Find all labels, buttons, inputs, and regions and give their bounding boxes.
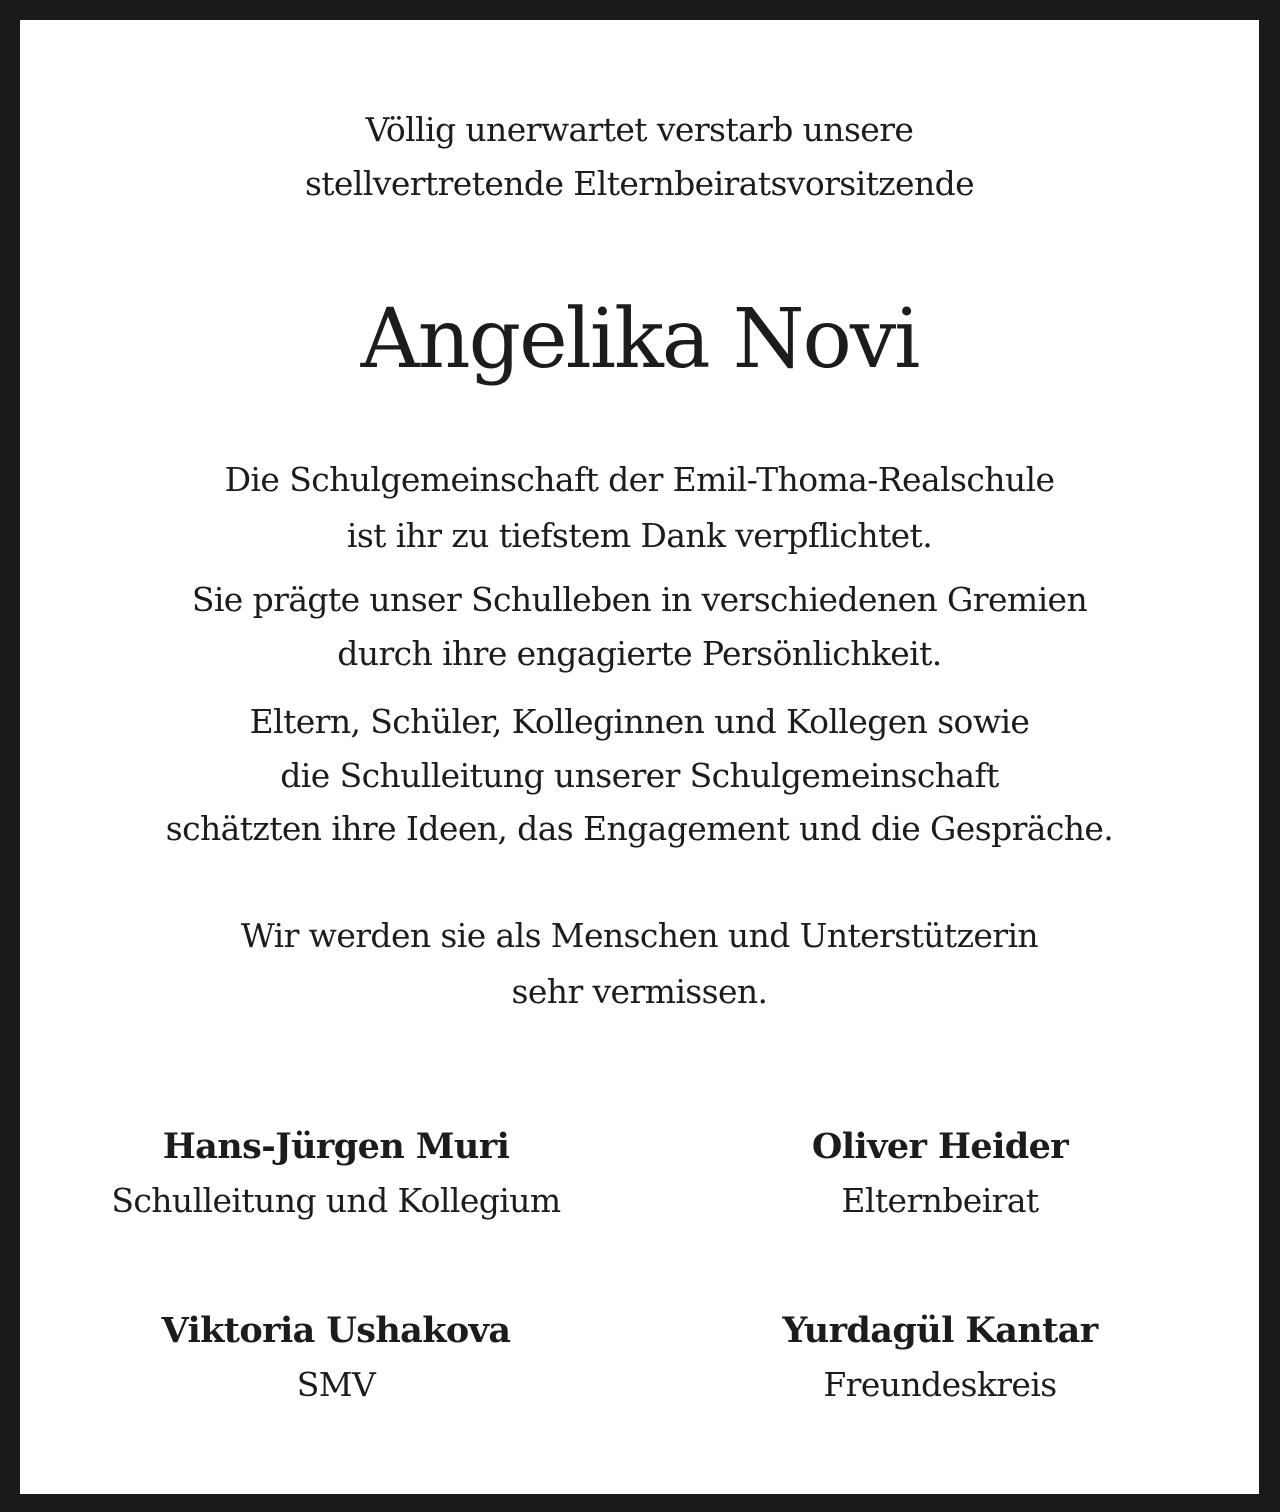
signatory-name: Yurdagül Kantar — [782, 1310, 1098, 1351]
intro-line-1: Völlig unerwartet verstarb unsere — [365, 110, 914, 149]
signatory-role: Schulleitung und Kollegium — [111, 1181, 561, 1220]
deceased-name: Angelika Novi — [360, 292, 919, 387]
intro-line-2: stellvertretende Elternbeiratsvorsitzende — [304, 164, 975, 203]
signatory-name: Hans-Jürgen Muri — [162, 1126, 510, 1167]
body-p4-line-2: sehr vermissen. — [511, 972, 768, 1011]
body-p3-line-1: Eltern, Schüler, Kolleginnen und Kollegen sowie — [249, 702, 1030, 741]
signatory-4 — [630, 1310, 1250, 1406]
signatory-3 — [26, 1310, 646, 1406]
signatory-1 — [26, 1126, 646, 1222]
body-p2-line-2: durch ihre engagierte Persönlichkeit. — [337, 634, 942, 673]
signatory-role: Elternbeirat — [841, 1181, 1039, 1220]
body-p3-line-2: die Schulleitung unserer Schulgemeinschaft — [280, 756, 999, 795]
body-p2-line-1: Sie prägte unser Schulleben in verschiedenen Gremien — [191, 580, 1088, 619]
signatory-role: Freundeskreis — [823, 1365, 1057, 1404]
body-p3-line-3: schätzten ihre Ideen, das Engagement und die Gespräche. — [165, 809, 1114, 848]
body-p1-line-1: Die Schulgemeinschaft der Emil-Thoma-Realschule — [224, 460, 1055, 499]
body-p4-line-1: Wir werden sie als Menschen und Unterstützerin — [240, 916, 1039, 955]
signatory-role: SMV — [296, 1365, 376, 1404]
signatory-2 — [630, 1126, 1250, 1222]
signatory-name: Viktoria Ushakova — [161, 1310, 511, 1351]
signatory-name: Oliver Heider — [811, 1126, 1069, 1167]
body-p1-line-2: ist ihr zu tiefstem Dank verpflichtet. — [346, 516, 933, 555]
